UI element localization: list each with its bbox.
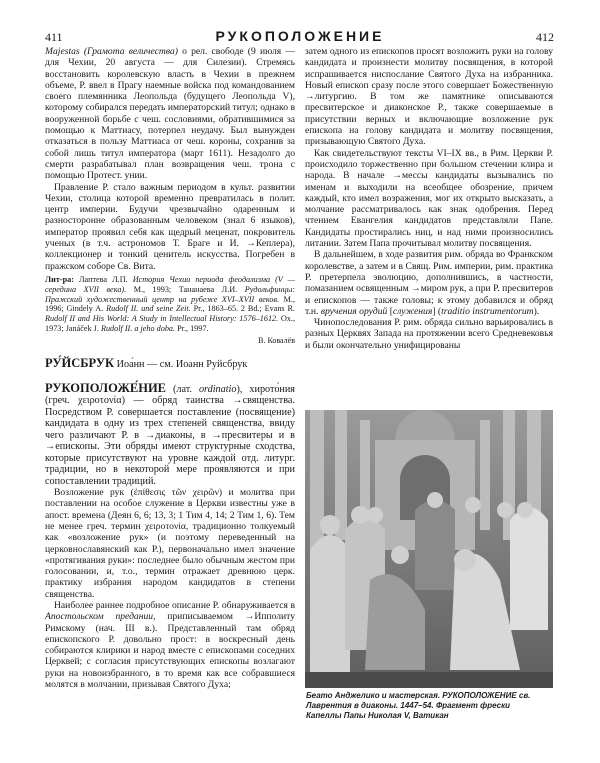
text-run: , приписываемом →Ипполиту Римскому (нач. III в.). Представленный там обряд епископского Р. довольно прост: в воскресный день собираются клирики и народ вместе с епископами соседних Церквей; с согласия присутствующих епископы возлагают руки на новоизбранного, в то время как все собравшиеся молятся в молчании, призывая Святого Духа;	[45, 611, 295, 691]
bold-text: Лит-ра:	[45, 274, 79, 284]
page-number-left: 411	[45, 30, 63, 44]
fresco-image	[305, 410, 553, 688]
text-run: Pr., 1997.	[175, 323, 209, 333]
author-signature	[45, 335, 295, 346]
text-run: (лат.	[166, 383, 199, 395]
text-run: Возложение рук (ἐπίθεσις τῶν χειρῶν) и молитва при поставлении на особое служение в Церкви известны уже в апост. времена (Деян 6, 6; 13, 3; 1 Тим 4, 14; 2 Тим 1, 6). Тем не менее греч. термин χειροτονία, традиционно толкуемый как «возложение рук» (и поэтому переведенный на церковнославянский как Р.), первоначально имел значение «протягивания руки»: последнее было обычным жестом при голосовании, и, т.о., термин отражает древнюю церк. практику избрания народом кандидатов в степени священства.	[45, 487, 295, 600]
paragraph	[45, 487, 295, 600]
paragraph	[305, 249, 553, 317]
text-run: Иоа́нн — см. Иоанн Руйсбрук	[114, 359, 248, 371]
text-run: Лаптева Л.П.	[78, 274, 133, 284]
paragraph	[305, 317, 553, 351]
fresco-illustration	[305, 410, 553, 688]
paragraph	[305, 46, 553, 148]
italic-text: Апостольском предании	[45, 611, 154, 623]
dictionary-entry	[45, 380, 295, 488]
italic-text: Рудольфинцы: Пражский художественный центр на рубеже XVI–XVII веков.	[45, 284, 295, 304]
italic-text: Rudolf II and His World: A Study in Intellectual History: 1576–1612.	[45, 314, 279, 324]
text-run: В. Ковалёв	[258, 335, 295, 345]
page-number-right: 412	[536, 30, 554, 44]
italic-text: ordinatio	[198, 383, 237, 395]
paragraph	[45, 182, 295, 272]
paragraph	[45, 600, 295, 690]
text-run: М., 1993; Тананаева Л.И.	[126, 284, 245, 294]
text-run: Наиболее раннее подробное описание Р. обнаруживается в	[54, 599, 295, 611]
text-run: Чинопоследования Р. рим. обряда сильно варьировались в разных Церквях Запада на протяжении всего Средневековья и были окончательно унифицированы	[305, 317, 553, 351]
paragraph	[45, 46, 295, 182]
text-run: Pr., 1863–65. 2 Bd.; Evans R.	[190, 304, 295, 314]
italic-text: Rudolf II. und seine Zeit.	[106, 304, 191, 314]
bold-text: РУ́ЙСБРУК	[45, 356, 115, 371]
paragraph	[305, 148, 553, 250]
italic-text: служения	[392, 305, 433, 317]
italic-text: История Чехии периода феодализма (V — середина XVII века).	[45, 274, 295, 294]
figure-caption: Беато Анджелико и мастерская. РУКОПОЛОЖЕНИЕ св. Лаврентия в диаконы. 1447–54. Фрагмент фрески Капеллы Папы Николая V, Ватикан	[306, 691, 531, 720]
text-run: затем одного из епископов просят возложить руки на голову кандидата и произнести молитву посвящения, в которой испрашивается ниспослание Святого Духа на избранника. Новый епископ сразу после этого совершает Божественную →литургию. В том же памятнике описываются пресвитерское и диаконское Р., также совершаемые в присутствии верных и включающие возложение рук епископа на голову кандидата и молитву посвящения, призывающую Святого Духа.	[305, 46, 553, 148]
text-run: ), хирото́ния (греч. χειροτονία) — обряд таинства →священства. Посредством Р. совершается поставление (посвящение) кандидата в одну из трех степеней священства, ввиду чего различают Р. в →диаконы, в →пресвитеры и в →епископы. Эти обряды имеют структурные сходства, которые присутствуют на уровне каждой отд. литург. традиции, но в некоторой мере проявляются и при сопоставлении традиций.	[45, 383, 295, 487]
dictionary-entry	[45, 358, 295, 371]
running-title: РУКОПОЛОЖЕНИЕ	[215, 28, 385, 44]
text-run: ] (	[432, 305, 442, 317]
text-run: [	[387, 305, 393, 317]
italic-text: traditio instrumentorum	[441, 305, 534, 317]
italic-text: Majestas (Грамота величества)	[45, 46, 178, 57]
left-column	[45, 46, 295, 690]
text-run: о рел. свободе (9 июля — для Чехии, 20 августа — для Силезии). Стремясь восстановить королевскую власть в Чехии в прежнем объеме, Р. ввел в Прагу наемные войска под командованием своего племянника Леопольда (будущего Леопольда V), которому собирался передать императорский титул; однако в вооруженной борьбе с чеш. сословиями, обратившимися за помощью к Маттиасу, потерпел неудачу. Был вынужден отказаться в пользу Маттиаса от чеш. короны, сохранив за собой лишь титул императора (март 1611). Незадолго до смерти разрабатывал план возвращения чеш. трона с помощью Протест. унии.	[45, 46, 296, 182]
text-run: Правление Р. стало важным периодом в культ. развитии Чехии, столица которой временно превратилась в полит. центр империи. Будучи чрезвычайно одаренным и разносторонне образованным человеком (знал 6 языков), император проявил себя как щедрый меценат, покровитель ученых (в т.ч. астрономов Т. Браге и И. →Кеплера), коллекционер и тонкий ценитель искусства. Погребен в пражском соборе Св. Вита.	[45, 181, 295, 272]
text-run: ).	[533, 305, 540, 317]
text-run: Как свидетельствуют тексты VI–IX вв., в Рим. Церкви Р. происходило торжественно при большом стечении клира и народа. В начале →мессы кандидаты вызывались по именам и выходили на всеобщее обозрение, причем каждый, кто имел возражения, мог их открыто высказать, а молчание рассматривалось как знак одобрения. Перед чтением Евангелия кандидатов представляли Папе. Кандидаты простирались ниц, и над ними произносились литании. Затем Папа прочитывал молитву посвящения.	[305, 147, 553, 250]
text-run: В дальнейшем, в ходе развития рим. обряда во Франкском королевстве, а затем и в Свящ. Рим. империи, рим. практика Р. претерпела эволюцию, дополнившись, в частности, помазанием освященным →миром рук, а при Р. пресвитеров и епископов — также головы; к этому добавился и обряд т.н.	[305, 249, 553, 317]
italic-text: вручения орудий	[320, 305, 388, 317]
bibliography	[45, 275, 295, 334]
text-run: Ox., 1973; Janáček J.	[45, 314, 295, 333]
text-run: М., 1996; Gindely A.	[45, 294, 295, 314]
right-column	[305, 46, 553, 351]
italic-text: Rudolf II. a jeho doba.	[100, 323, 176, 333]
bold-text: РУКОПОЛОЖЕ́НИЕ	[45, 380, 167, 395]
